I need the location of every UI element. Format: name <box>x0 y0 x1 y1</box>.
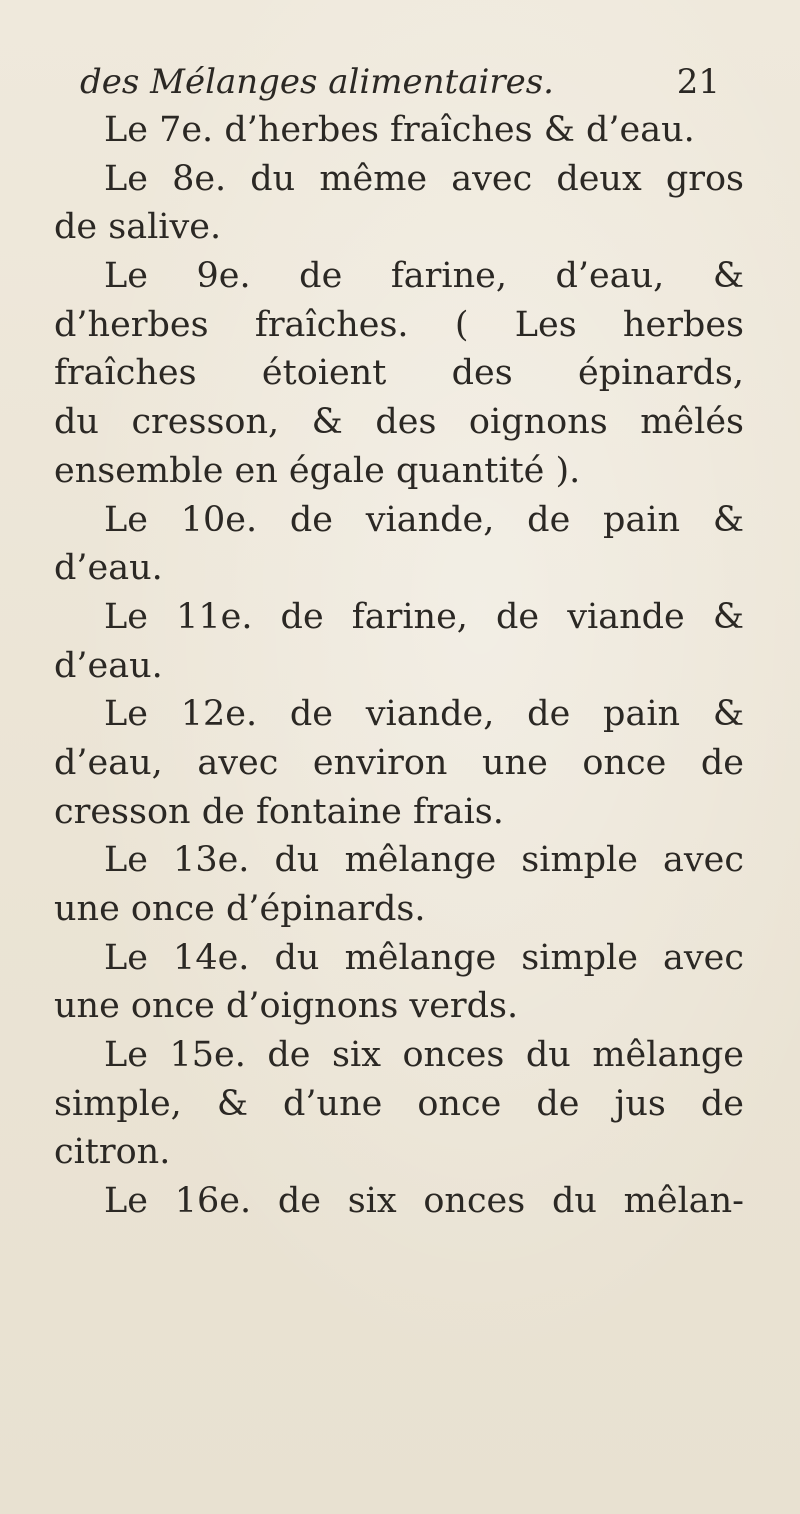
text-line: Le 10e. de viande, de pain & <box>104 499 744 540</box>
text-line: ensemble en égale quantité ). <box>54 450 581 491</box>
text-line: Le 15e. de six onces du mêlange <box>104 1035 744 1076</box>
text-line: d’eau. <box>54 645 163 686</box>
body-text <box>54 106 744 1226</box>
text-line: Le 11e. de farine, de viande & <box>104 596 744 637</box>
text-line: citron. <box>54 1132 171 1173</box>
text-line: Le 7e. d’herbes fraîches & d’eau. <box>104 110 695 150</box>
running-head-title: des Mélanges alimentaires. <box>80 62 554 102</box>
running-head <box>80 62 720 106</box>
text-line: d’eau. <box>54 548 163 589</box>
page-number: 21 <box>676 62 720 102</box>
text-line: fraîches étoient des épinards, <box>54 353 744 394</box>
text-line: d’eau, avec environ une once de <box>54 742 744 783</box>
text-line: Le 9e. de farine, d’eau, & <box>104 256 744 297</box>
text-line: Le 16e. de six onces du mêlan- <box>104 1181 744 1222</box>
text-line: de salive. <box>54 207 222 248</box>
text-line: une once d’oignons verds. <box>54 986 519 1027</box>
text-line: simple, & d’une once de jus de <box>54 1083 744 1124</box>
text-line: Le 8e. du même avec deux gros <box>104 158 744 199</box>
text-line: d’herbes fraîches. ( Les herbes <box>54 304 744 345</box>
text-line: une once d’épinards. <box>54 889 426 929</box>
text-line: Le 14e. du mêlange simple avec <box>104 937 744 978</box>
text-line: Le 12e. de viande, de pain & <box>104 694 744 735</box>
text-line: du cresson, & des oignons mêlés <box>54 402 744 443</box>
text-line: cresson de fontaine frais. <box>54 791 504 832</box>
text-line: Le 13e. du mêlange simple avec <box>104 840 744 881</box>
